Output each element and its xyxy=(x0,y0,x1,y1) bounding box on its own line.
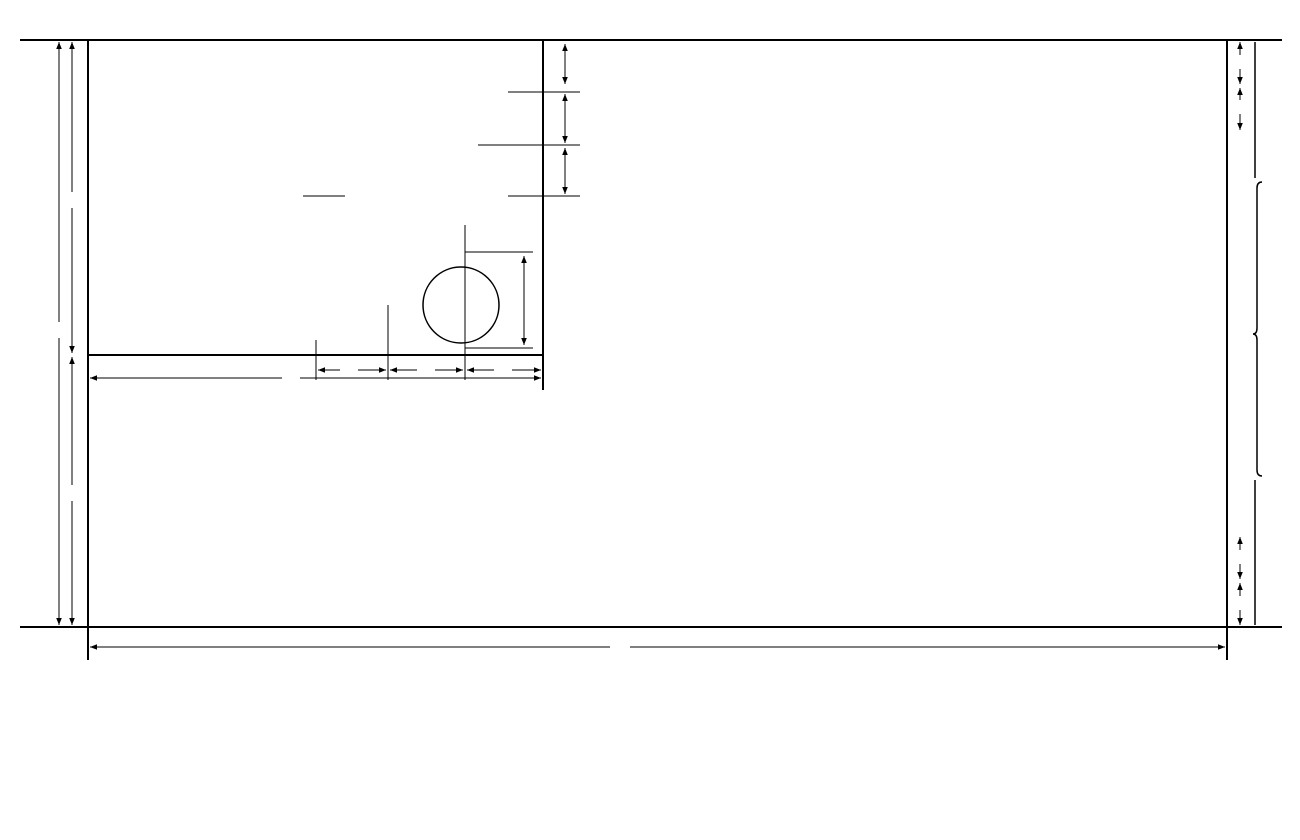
star-circle xyxy=(423,267,499,343)
